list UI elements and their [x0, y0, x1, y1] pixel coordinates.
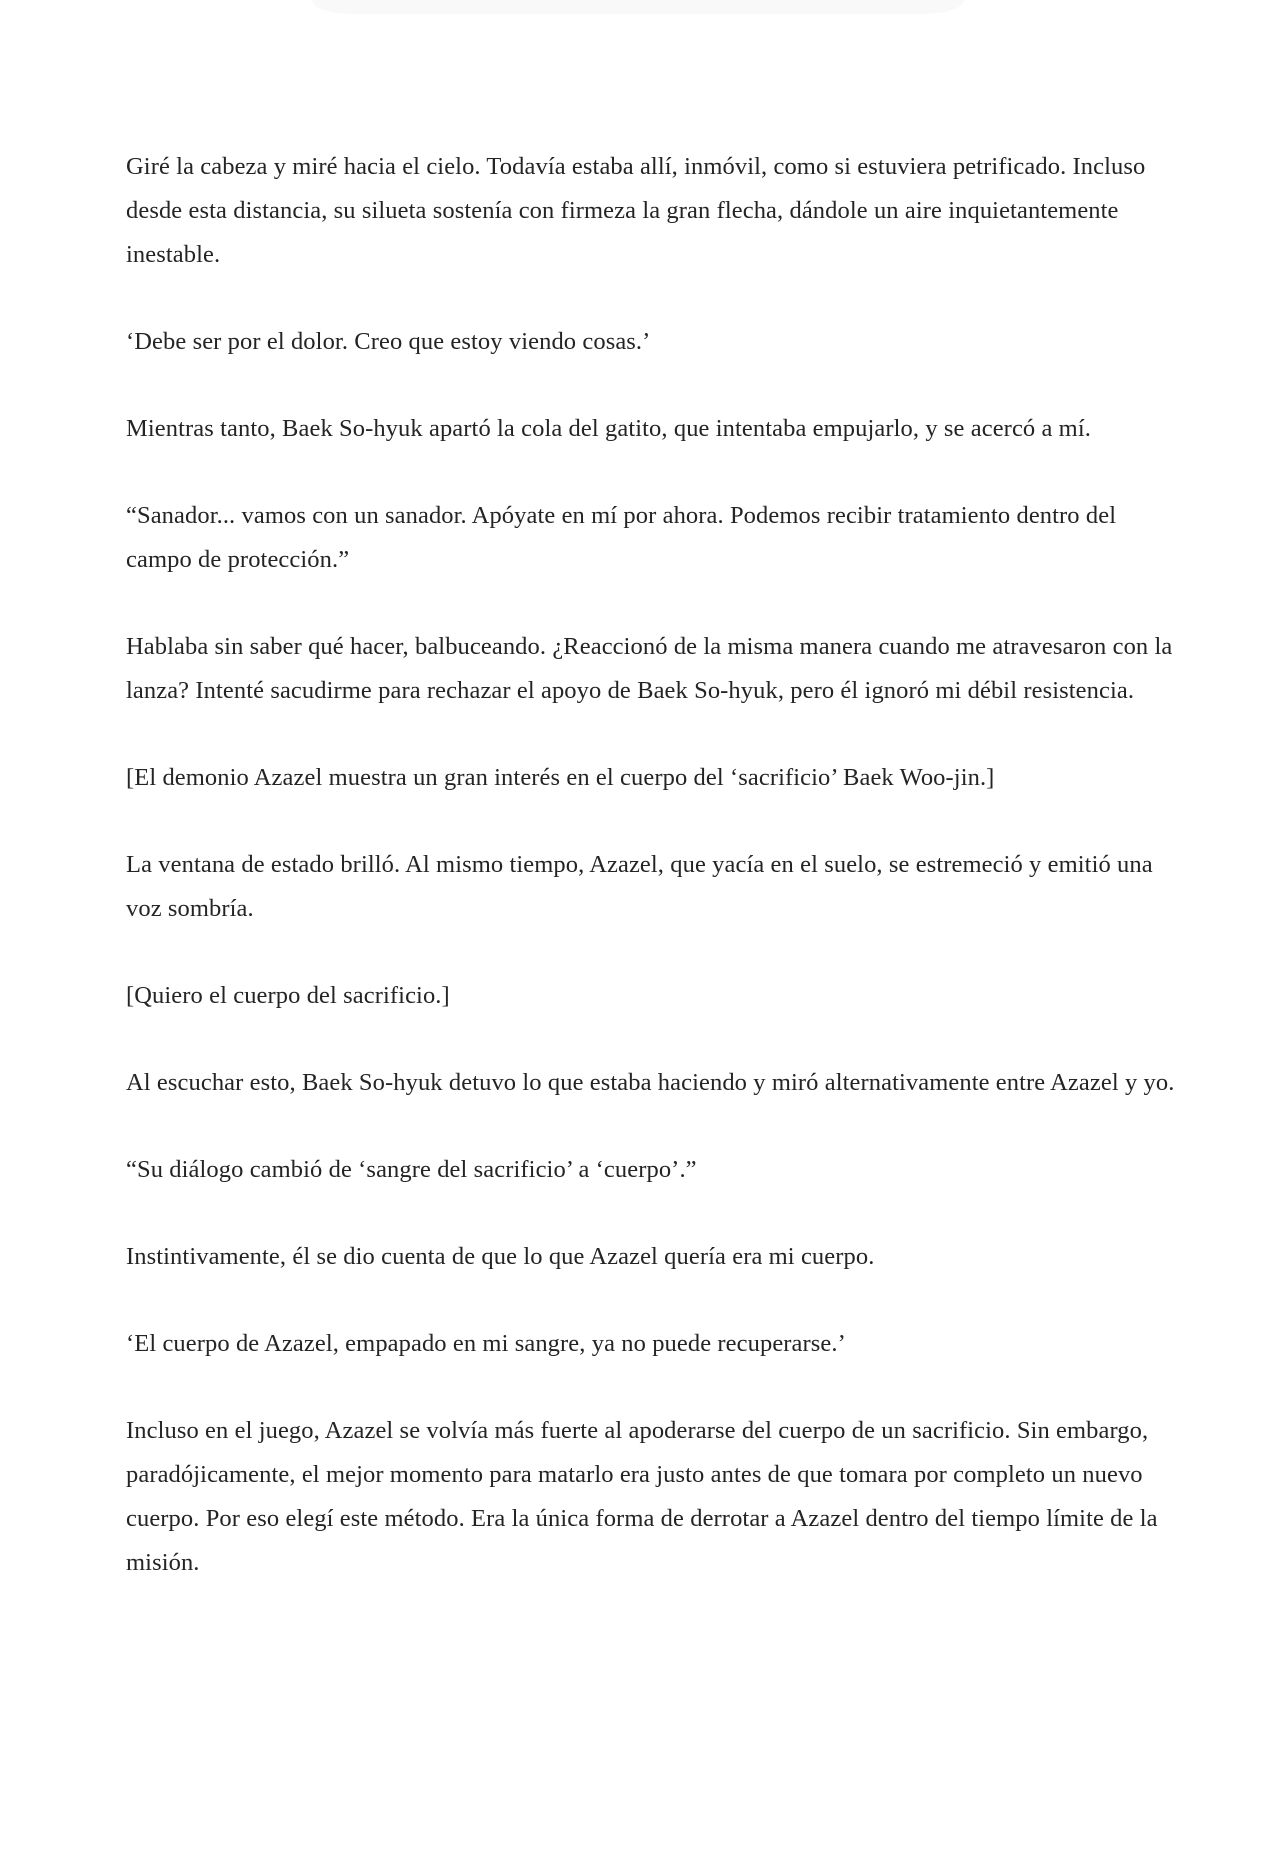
paragraph: Al escuchar esto, Baek So-hyuk detuvo lo que estaba haciendo y miró alternativamente entre Azazel y yo.: [126, 1069, 1175, 1096]
paragraph: Mientras tanto, Baek So-hyuk apartó la cola del gatito, que intentaba empujarlo, y se acercó a mí.: [126, 415, 1091, 442]
paragraph: La ventana de estado brilló. Al mismo tiempo, Azazel, que yacía en el suelo, se estremeció y emitió una voz sombría.: [126, 851, 1153, 922]
system-message: [El demonio Azazel muestra un gran interés en el cuerpo del ‘sacrificio’ Baek Woo-jin.]: [126, 764, 995, 791]
article-body: [126, 145, 1178, 1628]
system-message: [Quiero el cuerpo del sacrificio.]: [126, 982, 450, 1009]
paragraph: ‘El cuerpo de Azazel, empapado en mi sangre, ya no puede recuperarse.’: [126, 1330, 846, 1357]
paragraph: Instintivamente, él se dio cuenta de que lo que Azazel quería era mi cuerpo.: [126, 1243, 875, 1270]
paragraph: ‘Debe ser por el dolor. Creo que estoy viendo cosas.’: [126, 328, 651, 355]
paragraph: Giré la cabeza y miré hacia el cielo. Todavía estaba allí, inmóvil, como si estuviera petrificado. Incluso desde esta distancia, su silueta sostenía con firmeza la gran flecha, dándole un aire inquietantemente inestable.: [126, 153, 1146, 268]
paragraph: “Sanador... vamos con un sanador. Apóyate en mí por ahora. Podemos recibir tratamiento dentro del campo de protección.”: [126, 502, 1117, 573]
paragraph: Hablaba sin saber qué hacer, balbuceando. ¿Reaccionó de la misma manera cuando me atravesaron con la lanza? Intenté sacudirme para rechazar el apoyo de Baek So-hyuk, pero él ignoró mi débil resistencia.: [126, 633, 1173, 704]
paragraph: “Su diálogo cambió de ‘sangre del sacrificio’ a ‘cuerpo’.”: [126, 1156, 697, 1183]
top-bar-shadow: [312, 0, 964, 14]
paragraph: Incluso en el juego, Azazel se volvía más fuerte al apoderarse del cuerpo de un sacrificio. Sin embargo, paradójicamente, el mejor momento para matarlo era justo antes de que tomara por completo un nuevo cuerpo. Por eso elegí este método. Era la única forma de derrotar a Azazel dentro del tiempo límite de la misión.: [126, 1417, 1158, 1576]
